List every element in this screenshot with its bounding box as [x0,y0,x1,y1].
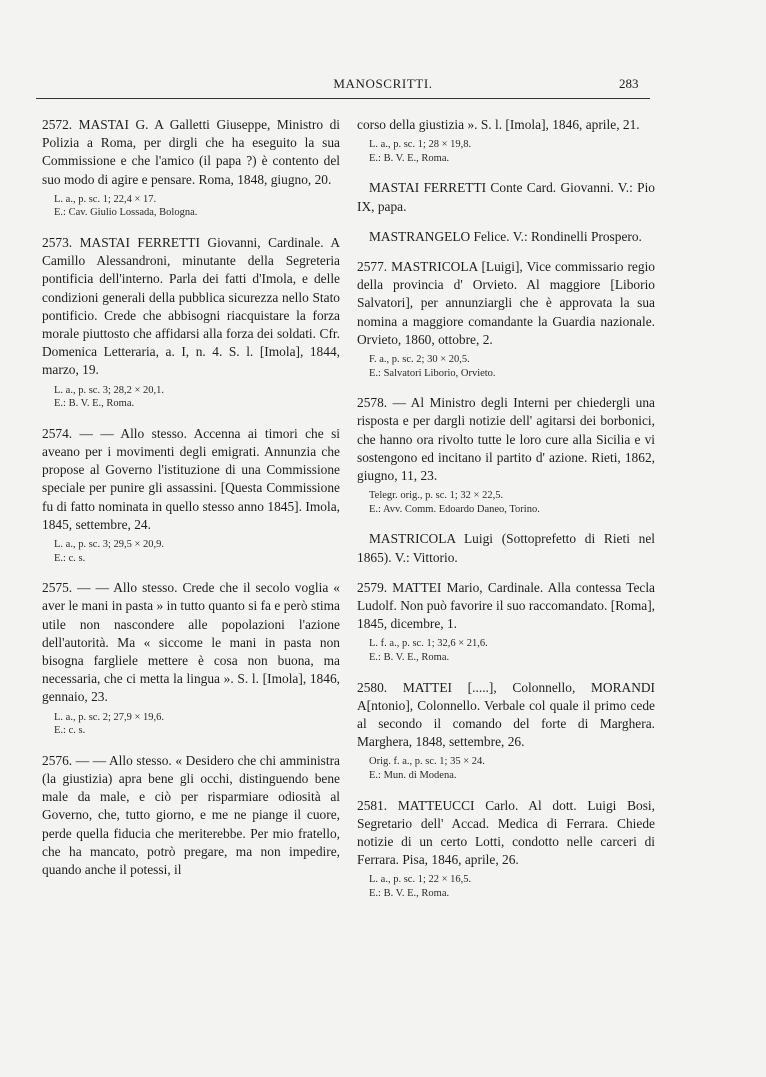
catalog-entry-2576 [42,752,340,879]
catalog-entry-2578 [357,394,655,516]
catalog-entry-2572 [42,116,340,220]
entry-text: 2572. MASTAI G. A Galletti Giuseppe, Ministro di Polizia a Roma, per dirgli che ha eseguito la sua Commissione e che l'amico (il papa ?) è contento del suo modo di agire e pensare. Roma, 1848, giugno, 20. [42,117,340,187]
catalog-entry-2577 [357,258,655,380]
entry-owner: E.: Salvatori Liborio, Orvieto. [369,367,496,379]
entry-physical-description: L. a., p. sc. 1; 28 × 19,8. [369,139,472,151]
entry-owner: E.: Cav. Giulio Lossada, Bologna. [54,207,198,219]
entry-owner: E.: Avv. Comm. Edoardo Daneo, Torino. [369,503,540,515]
entry-text: 2574. — — Allo stesso. Accenna ai timori che si aveano per i movimenti degli emigrati. Annunzia che propose al Governo l'istituzione di una Commissione speciale per punire gli assassini. [Questa Commissione fu di fatto nominata in quello stesso anno 1845]. Imola, 1845, settembre, 24. [42,425,340,532]
entry-owner: E.: c. s. [54,552,86,564]
header-rule [36,98,650,99]
entry-text: 2580. MATTEI [.....], Colonnello, MORANDI A[ntonio], Colonnello. Verbale col quale il primo cede al secondo il comando del forte di Marghera. Marghera, 1848, settembre, 26. [357,679,655,750]
catalog-entry-2574 [42,425,340,565]
catalog-entry-2580 [357,679,655,783]
entry-owner: E.: B. V. E., Roma. [369,152,450,164]
entry-physical-description: L. a., p. sc. 3; 28,2 × 20,1. [54,384,165,396]
entry-owner: E.: B. V. E., Roma. [54,398,135,410]
entry-owner: E.: Mun. di Modena. [369,770,457,782]
catalog-entry-2576-continued [357,116,655,165]
entry-physical-description: L. a., p. sc. 1; 22 × 16,5. [369,874,472,886]
entry-text: 2576. — — Allo stesso. « Desidero che chi amministra (la giustizia) apra bene gli occhi, distinguendo bene male da male, e ciò per risparmiare odiosità al Governo, che, tutto giorno, e me ne piange il cuore, perde quella fiducia che meriterebbe. Per mio fratello, che ha mancato, potrò pregare, ma non impedire, quando anche il potessi, il [42,752,340,878]
page-number: 283 [619,76,639,91]
entry-text: 2573. MASTAI FERRETTI Giovanni, Cardinale. A Camillo Alessandroni, minutante della Segreteria pontificia dell'interno. Parla dei fatti d'Imola, e delle condizioni generali della pubblica sicurezza nello Stato pontificio. Crede che abbisogni riacquistare la forza morale piuttosto che affidarsi alla forza dei soldati. Cfr. Domenica Letteraria, a. I, n. 4. S. l. [Imola], 1844, marzo, 19. [42,235,340,378]
entry-text: 2575. — — Allo stesso. Crede che il secolo voglia « aver le mani in pasta » in tutto quanto si fa e però stima utile non nascondere alle popolazioni l'azione dell'autorità. Ma « siccome le mani in pasta non bisogna fargliele mettere è cosa non buona, ma necessaria, che ci metta la lingua ». S. l. [Imola], 1846, gennaio, 23. [42,580,340,705]
running-header: MANOSCRITTI. [333,76,433,91]
entry-physical-description: F. a., p. sc. 2; 30 × 20,5. [369,354,470,366]
entry-text: 2578. — Al Ministro degli Interni per chiedergli una risposta e per dargli notizie dell' agitarsi dei borbonici, che hanno ora rivolto tutte le loro cure alla Sicilia e vi sostengono ed incitano il partito d' azione. Rieti, 1862, giugno, 11, 23. [357,395,655,484]
entry-physical-description: L. a., p. sc. 2; 27,9 × 19,6. [54,711,165,723]
entry-physical-description: Orig. f. a., p. sc. 1; 35 × 24. [369,756,485,768]
catalog-entry-2579 [357,579,655,665]
entry-owner: E.: B. V. E., Roma. [369,888,450,900]
entry-text: 2579. MATTEI Mario, Cardinale. Alla contessa Tecla Ludolf. Non può favorire il suo raccomandato. [Roma], 1845, dicembre, 1. [357,579,655,632]
entry-owner: E.: B. V. E., Roma. [369,652,450,664]
left-column [42,116,340,893]
entry-text: corso della giustizia ». S. l. [Imola], 1846, aprile, 21. [357,117,640,132]
cross-reference: MASTRANGELO Felice. V.: Rondinelli Prospero. [369,228,642,244]
cross-reference: MASTRICOLA Luigi (Sottoprefetto di Rieti nel 1865). V.: Vittorio. [357,531,655,565]
entry-physical-description: Telegr. orig., p. sc. 1; 32 × 22,5. [369,490,504,502]
right-column [357,116,655,915]
entry-physical-description: L. a., p. sc. 1; 22,4 × 17. [54,193,157,205]
entry-text: 2581. MATTEUCCI Carlo. Al dott. Luigi Bosi, Segretario dell' Accad. Medica di Ferrara. Chiede notizie di un certo Lotti, condotto nelle carceri di Ferrara. Pisa, 1846, aprile, 26. [357,797,655,868]
entry-text: 2577. MASTRICOLA [Luigi], Vice commissario regio della provincia d' Orvieto. Al maggiore [Liborio Salvatori], per annunziargli che è approvata la sua nomina a maggiore comandante la Guardia nazionale. Orvieto, 1860, ottobre, 2. [357,259,655,347]
entry-physical-description: L. f. a., p. sc. 1; 32,6 × 21,6. [369,638,488,650]
catalog-entry-2581 [357,797,655,901]
entry-owner: E.: c. s. [54,725,86,737]
catalog-entry-2575 [42,579,340,738]
catalog-entry-2573 [42,234,340,411]
cross-reference: MASTAI FERRETTI Conte Card. Giovanni. V.: Pio IX, papa. [357,180,655,214]
entry-physical-description: L. a., p. sc. 3; 29,5 × 20,9. [54,539,165,551]
